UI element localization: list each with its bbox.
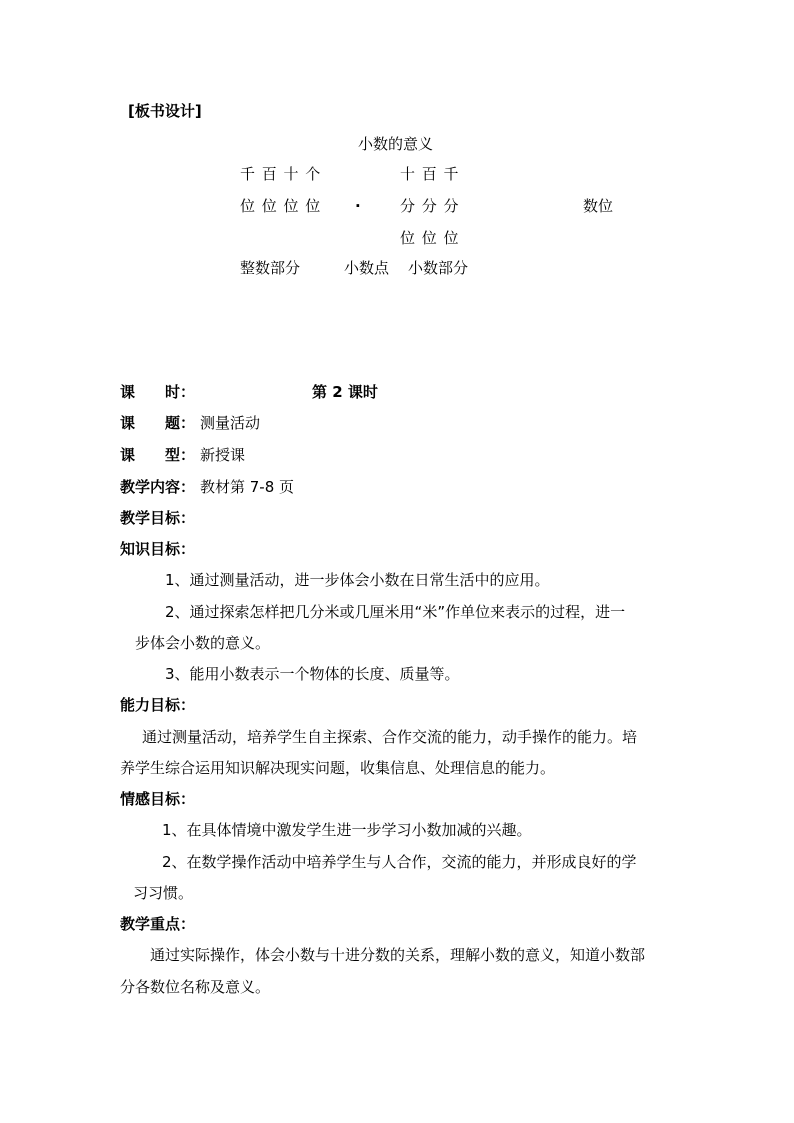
key-point-line: 通过实际操作，体会小数与十进分数的关系，理解小数的意义，知道小数部	[150, 946, 646, 964]
type-label: 课 型：	[120, 446, 196, 464]
emotion-item-continued: 习习惯。	[133, 884, 194, 902]
decimal-point-label: 小数点	[344, 259, 390, 277]
content-value: 教材第 7-8 页	[200, 478, 295, 496]
integer-digits-row1: 千 百 十 个	[240, 165, 321, 183]
knowledge-item: 3、能用小数表示一个物体的长度、质量等。	[165, 665, 460, 683]
decimal-part-label: 小数部分	[408, 259, 469, 277]
digit-place-label: 数位	[583, 197, 614, 215]
ability-line: 养学生综合运用知识解决现实问题，收集信息、处理信息的能力。	[120, 759, 556, 777]
period-label: 课 时：	[120, 383, 196, 401]
knowledge-item-continued: 步体会小数的意义。	[135, 634, 271, 652]
ability-label: 能力目标：	[120, 696, 196, 714]
key-point-line: 分各数位名称及意义。	[120, 978, 271, 996]
emotion-item: 1、在具体情境中激发学生进一步学习小数加减的兴趣。	[162, 821, 532, 839]
knowledge-item: 2、通过探索怎样把几分米或几厘米用“米”作单位来表示的过程，进一	[165, 603, 626, 621]
board-heading: [板书设计]	[128, 102, 202, 120]
topic-value: 测量活动	[200, 414, 261, 432]
fraction-digits-row1: 十 百 千	[400, 165, 459, 183]
board-title: 小数的意义	[358, 135, 434, 153]
emotion-item: 2、在数学操作活动中培养学生与人合作，交流的能力，并形成良好的学	[162, 853, 637, 871]
ability-line: 通过测量活动，培养学生自主探索、合作交流的能力，动手操作的能力。培	[142, 728, 638, 746]
type-value: 新授课	[200, 446, 246, 464]
knowledge-label: 知识目标：	[120, 540, 196, 558]
topic-label: 课 题：	[120, 414, 196, 432]
key-point-label: 教学重点：	[120, 915, 196, 933]
goals-label: 教学目标：	[120, 509, 196, 527]
emotion-label: 情感目标：	[120, 790, 196, 808]
knowledge-item: 1、通过测量活动，进一步体会小数在日常生活中的应用。	[165, 571, 550, 589]
period-value: 第 2 课时	[312, 383, 378, 401]
integer-part-label: 整数部分	[240, 259, 301, 277]
fraction-digits-row3: 位 位 位	[400, 229, 459, 247]
decimal-point-symbol: ·	[355, 197, 361, 215]
content-label: 教学内容：	[120, 478, 196, 496]
fraction-digits-row2: 分 分 分	[400, 197, 459, 215]
integer-digits-row2: 位 位 位 位	[240, 197, 321, 215]
